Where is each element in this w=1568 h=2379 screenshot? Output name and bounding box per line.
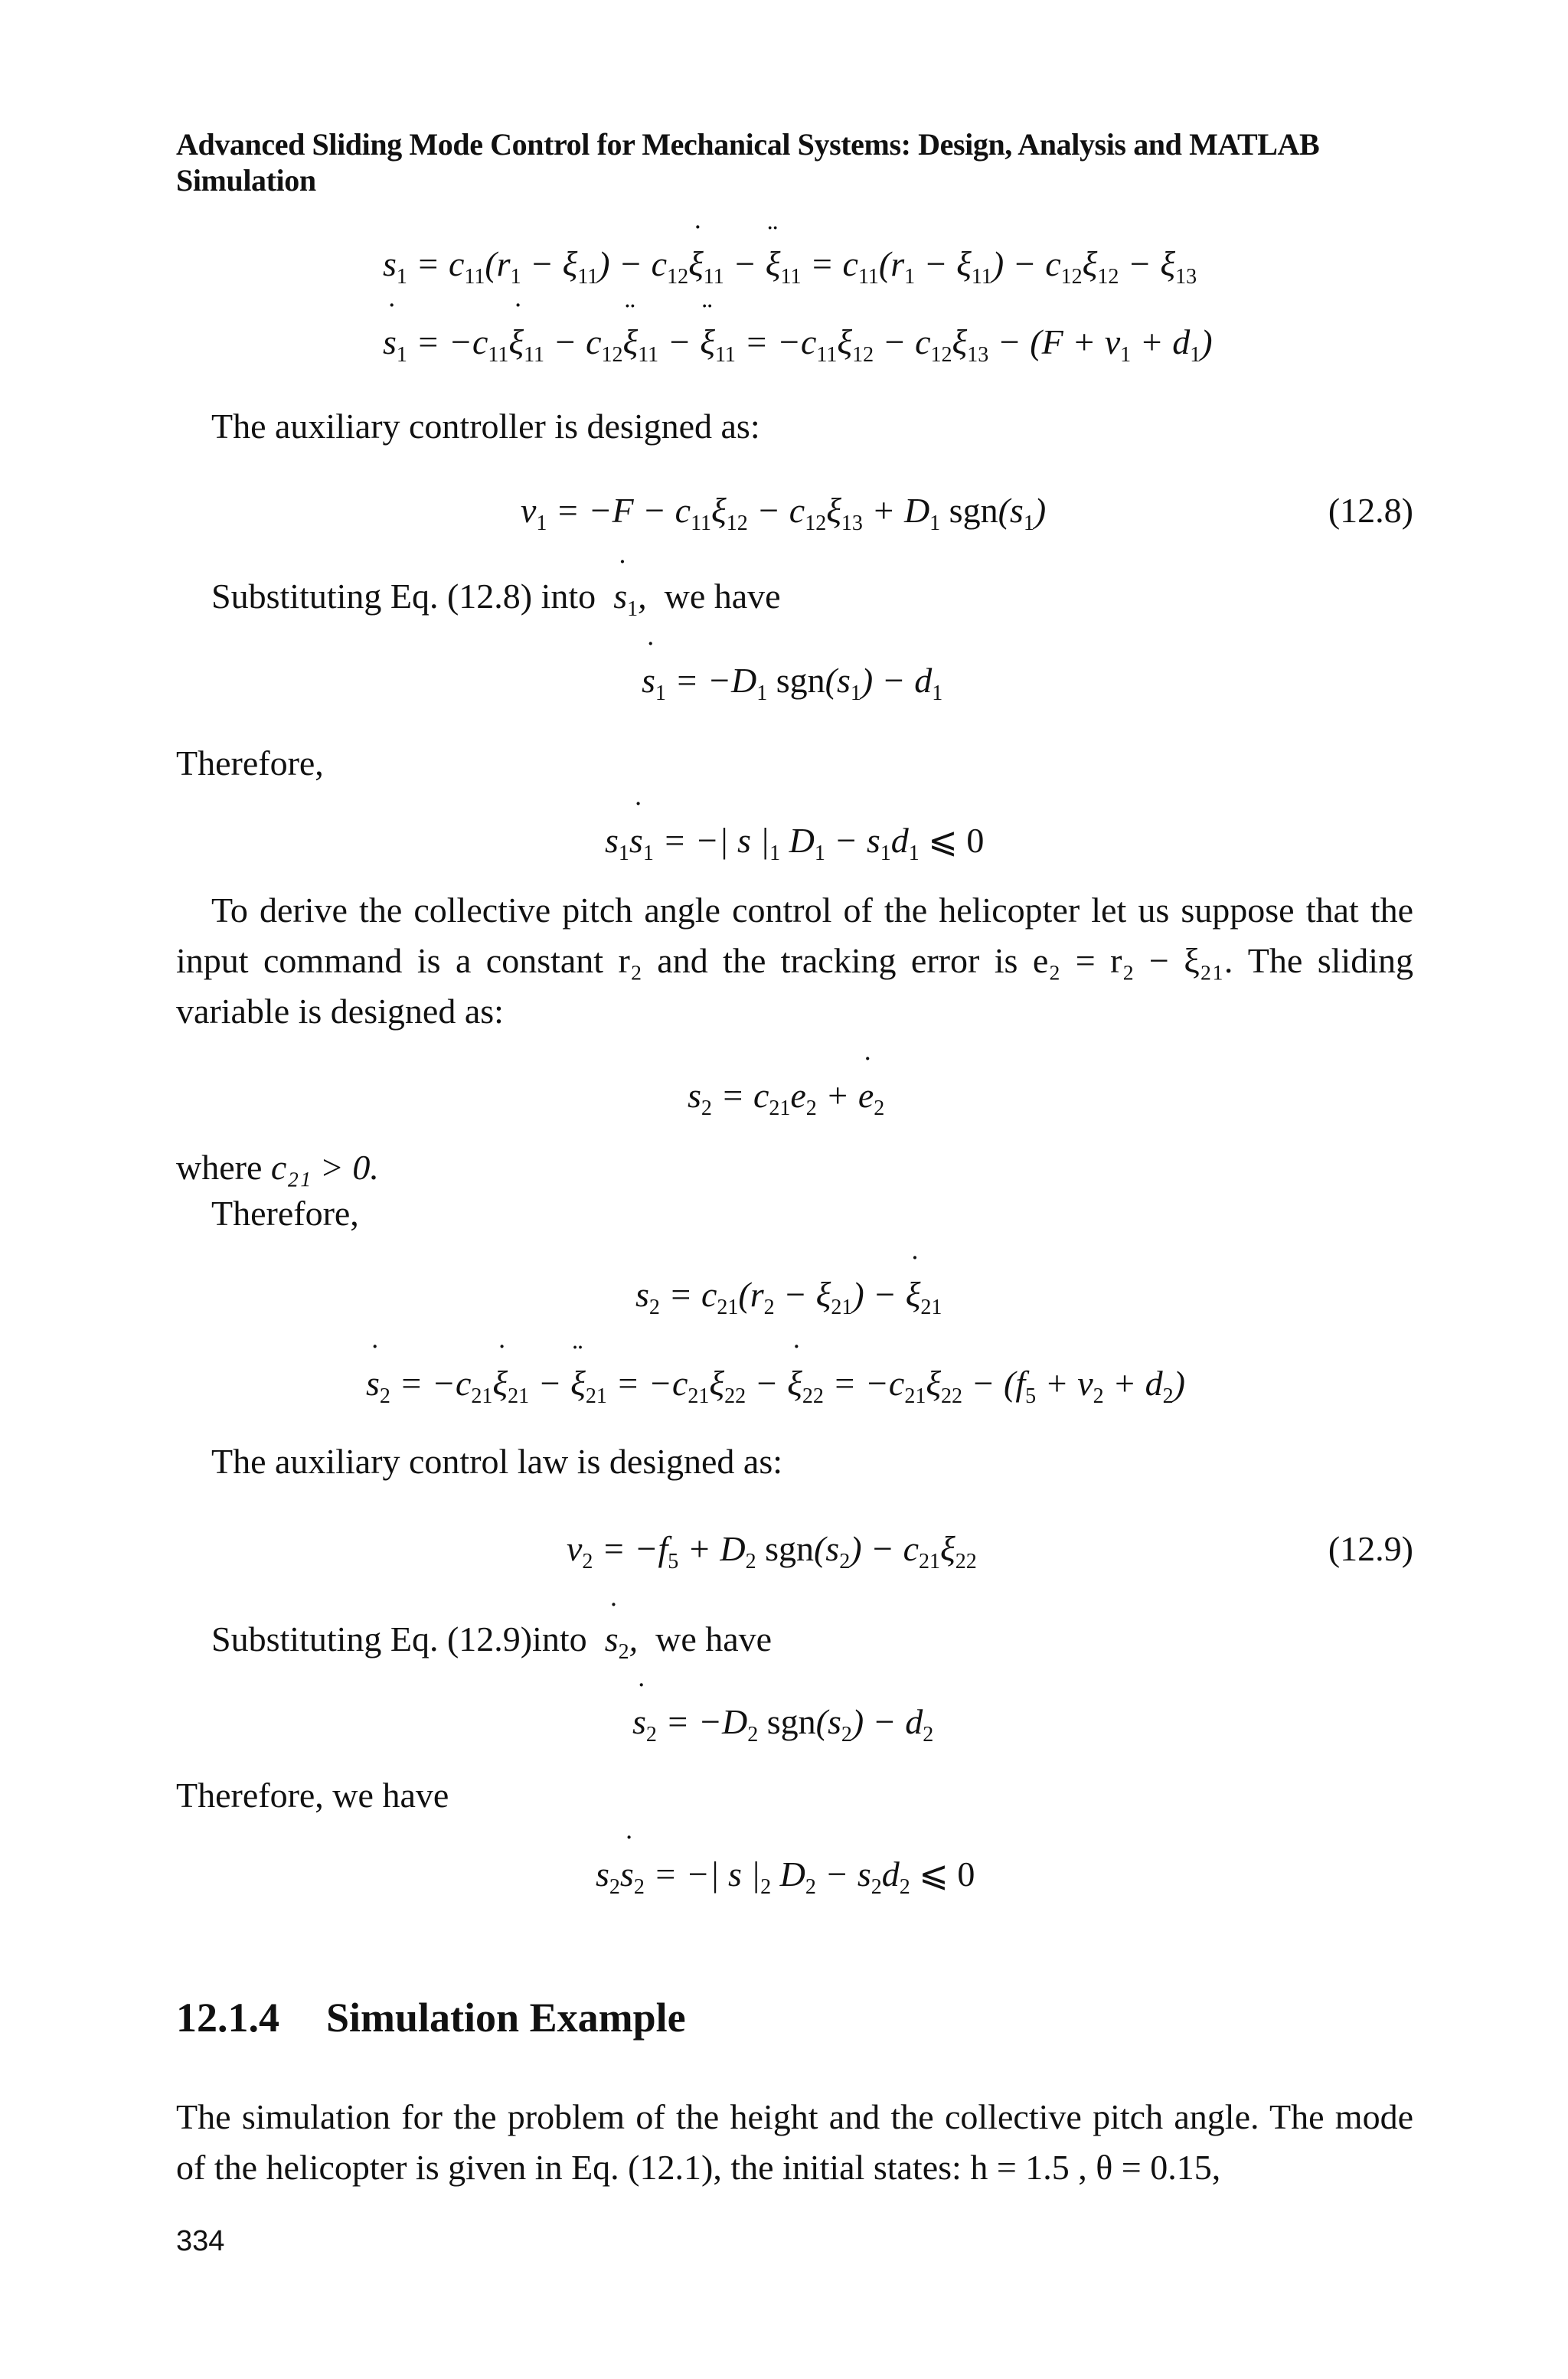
paragraph-substituting-1 xyxy=(211,571,781,635)
substituting-1-text: Substituting Eq. (12.8) into xyxy=(211,577,596,616)
equation-lyapunov-1: $s_1s$ $˙_1$ = −| s $|_1$ $D_1 - s_1d_1$ ⩽ 0 xyxy=(605,819,984,866)
running-header: Advanced Sliding Mode Control for Mechanical Systems: Design, Analysis and MATLAB Simulation xyxy=(176,127,1320,198)
equation-number-12-9: (12.9) xyxy=(1328,1529,1413,1568)
paragraph-simulation: The simulation for the problem of the height and the collective pitch angle. The mode of the helicopter is given in Eq. (12.1), the initial states: h = 1.5 , θ = 0.15, xyxy=(176,2097,1413,2187)
paragraph-therefore-1: Therefore, xyxy=(176,743,324,783)
inline-s2-dot: s $˙_2$, xyxy=(596,1619,646,1658)
section-title: Simulation Example xyxy=(326,1995,686,2041)
equation-12-8: $v_1 = -F - c_{11}\xi_{12} - c_{12}\xi_{13} + D_1$ $sgn(s_1)$ xyxy=(521,491,1047,536)
paragraph-aux-controller: The auxiliary controller is designed as: xyxy=(211,407,760,446)
paragraph-substituting-2 xyxy=(211,1614,772,1678)
equation-s1: $s_1 = c_{11}(r_1 - \xi_{11}) - c_{12}\xi$ $˙_{11} - \xi$ $¨_{11} = c_{11}(r_1 - \xi_{11}) - c_{12}\xi_{12} - \xi_{13}$ xyxy=(383,243,1197,289)
equation-s1-dot-result: s $˙_1 = -D_1$ $sgn(s_1) - d_1$ xyxy=(642,660,942,706)
equation-lyapunov-2: $s_2s$ $˙_2$ = −| s $|_2$ $D_2 - s_2d_2$ ⩽ 0 xyxy=(596,1853,975,1900)
equation-12-9: $v_2 = -f_5 + D_2$ $sgn(s_2) - c_{21}\xi_{22}$ xyxy=(567,1529,977,1574)
paragraph-where xyxy=(176,1142,379,1193)
where-condition: c₂₁ > 0. xyxy=(270,1148,379,1187)
substituting-1-we-have: we have xyxy=(664,577,781,616)
equation-number-12-8: (12.8) xyxy=(1328,491,1413,530)
paragraph-collective-pitch: To derive the collective pitch angle control of the helicopter let us suppose that the input command is a constant r₂ and the tracking error is e₂ = r₂ − ξ₂₁. The sliding variable is designed as: xyxy=(176,890,1413,1031)
section-number: 12.1.4 xyxy=(176,1995,279,2041)
equation-s2: $s_2 = c_{21}e_2 + e$ $˙_2$ xyxy=(688,1075,884,1121)
equation-s2-expanded: $s_2 = c_{21}(r_2 - \xi_{21}) - \xi$ $˙_{21}$ xyxy=(635,1274,942,1320)
equation-s2-dot: s $˙_2 = -c_{21}\xi$ $˙_{21} - \xi$ $¨_{21} = -c_{21}\xi_{22} - \xi$ $˙_{22} = -c_{21}\xi_{22} - (f_5 + v_2 + d_2)$ xyxy=(366,1363,1185,1409)
paragraph-aux-law: The auxiliary control law is designed as: xyxy=(211,1442,783,1481)
section-heading xyxy=(176,1994,686,2041)
where-text: where xyxy=(176,1148,263,1187)
substituting-2-we-have: we have xyxy=(655,1619,773,1658)
paragraph-therefore-2: Therefore, xyxy=(211,1194,359,1233)
page-number: 334 xyxy=(176,2225,225,2257)
paragraph-therefore-3: Therefore, we have xyxy=(176,1776,449,1815)
equation-s1-dot: s $˙_1 = -c_{11}\xi$ $˙_{11} - c_{12}\xi$ $¨_{11} - \xi$ $¨_{11} = -c_{11}\xi_{12} - c_{12}\xi_{13} - (F + v_1 + d_1)$ xyxy=(383,322,1213,368)
inline-s1-dot: s $˙_1$, xyxy=(605,577,655,616)
substituting-2-text: Substituting Eq. (12.9)into xyxy=(211,1619,587,1658)
equation-s2-dot-result: s $˙_2 = -D_2$ $sgn(s_2) - d_2$ xyxy=(632,1701,933,1747)
